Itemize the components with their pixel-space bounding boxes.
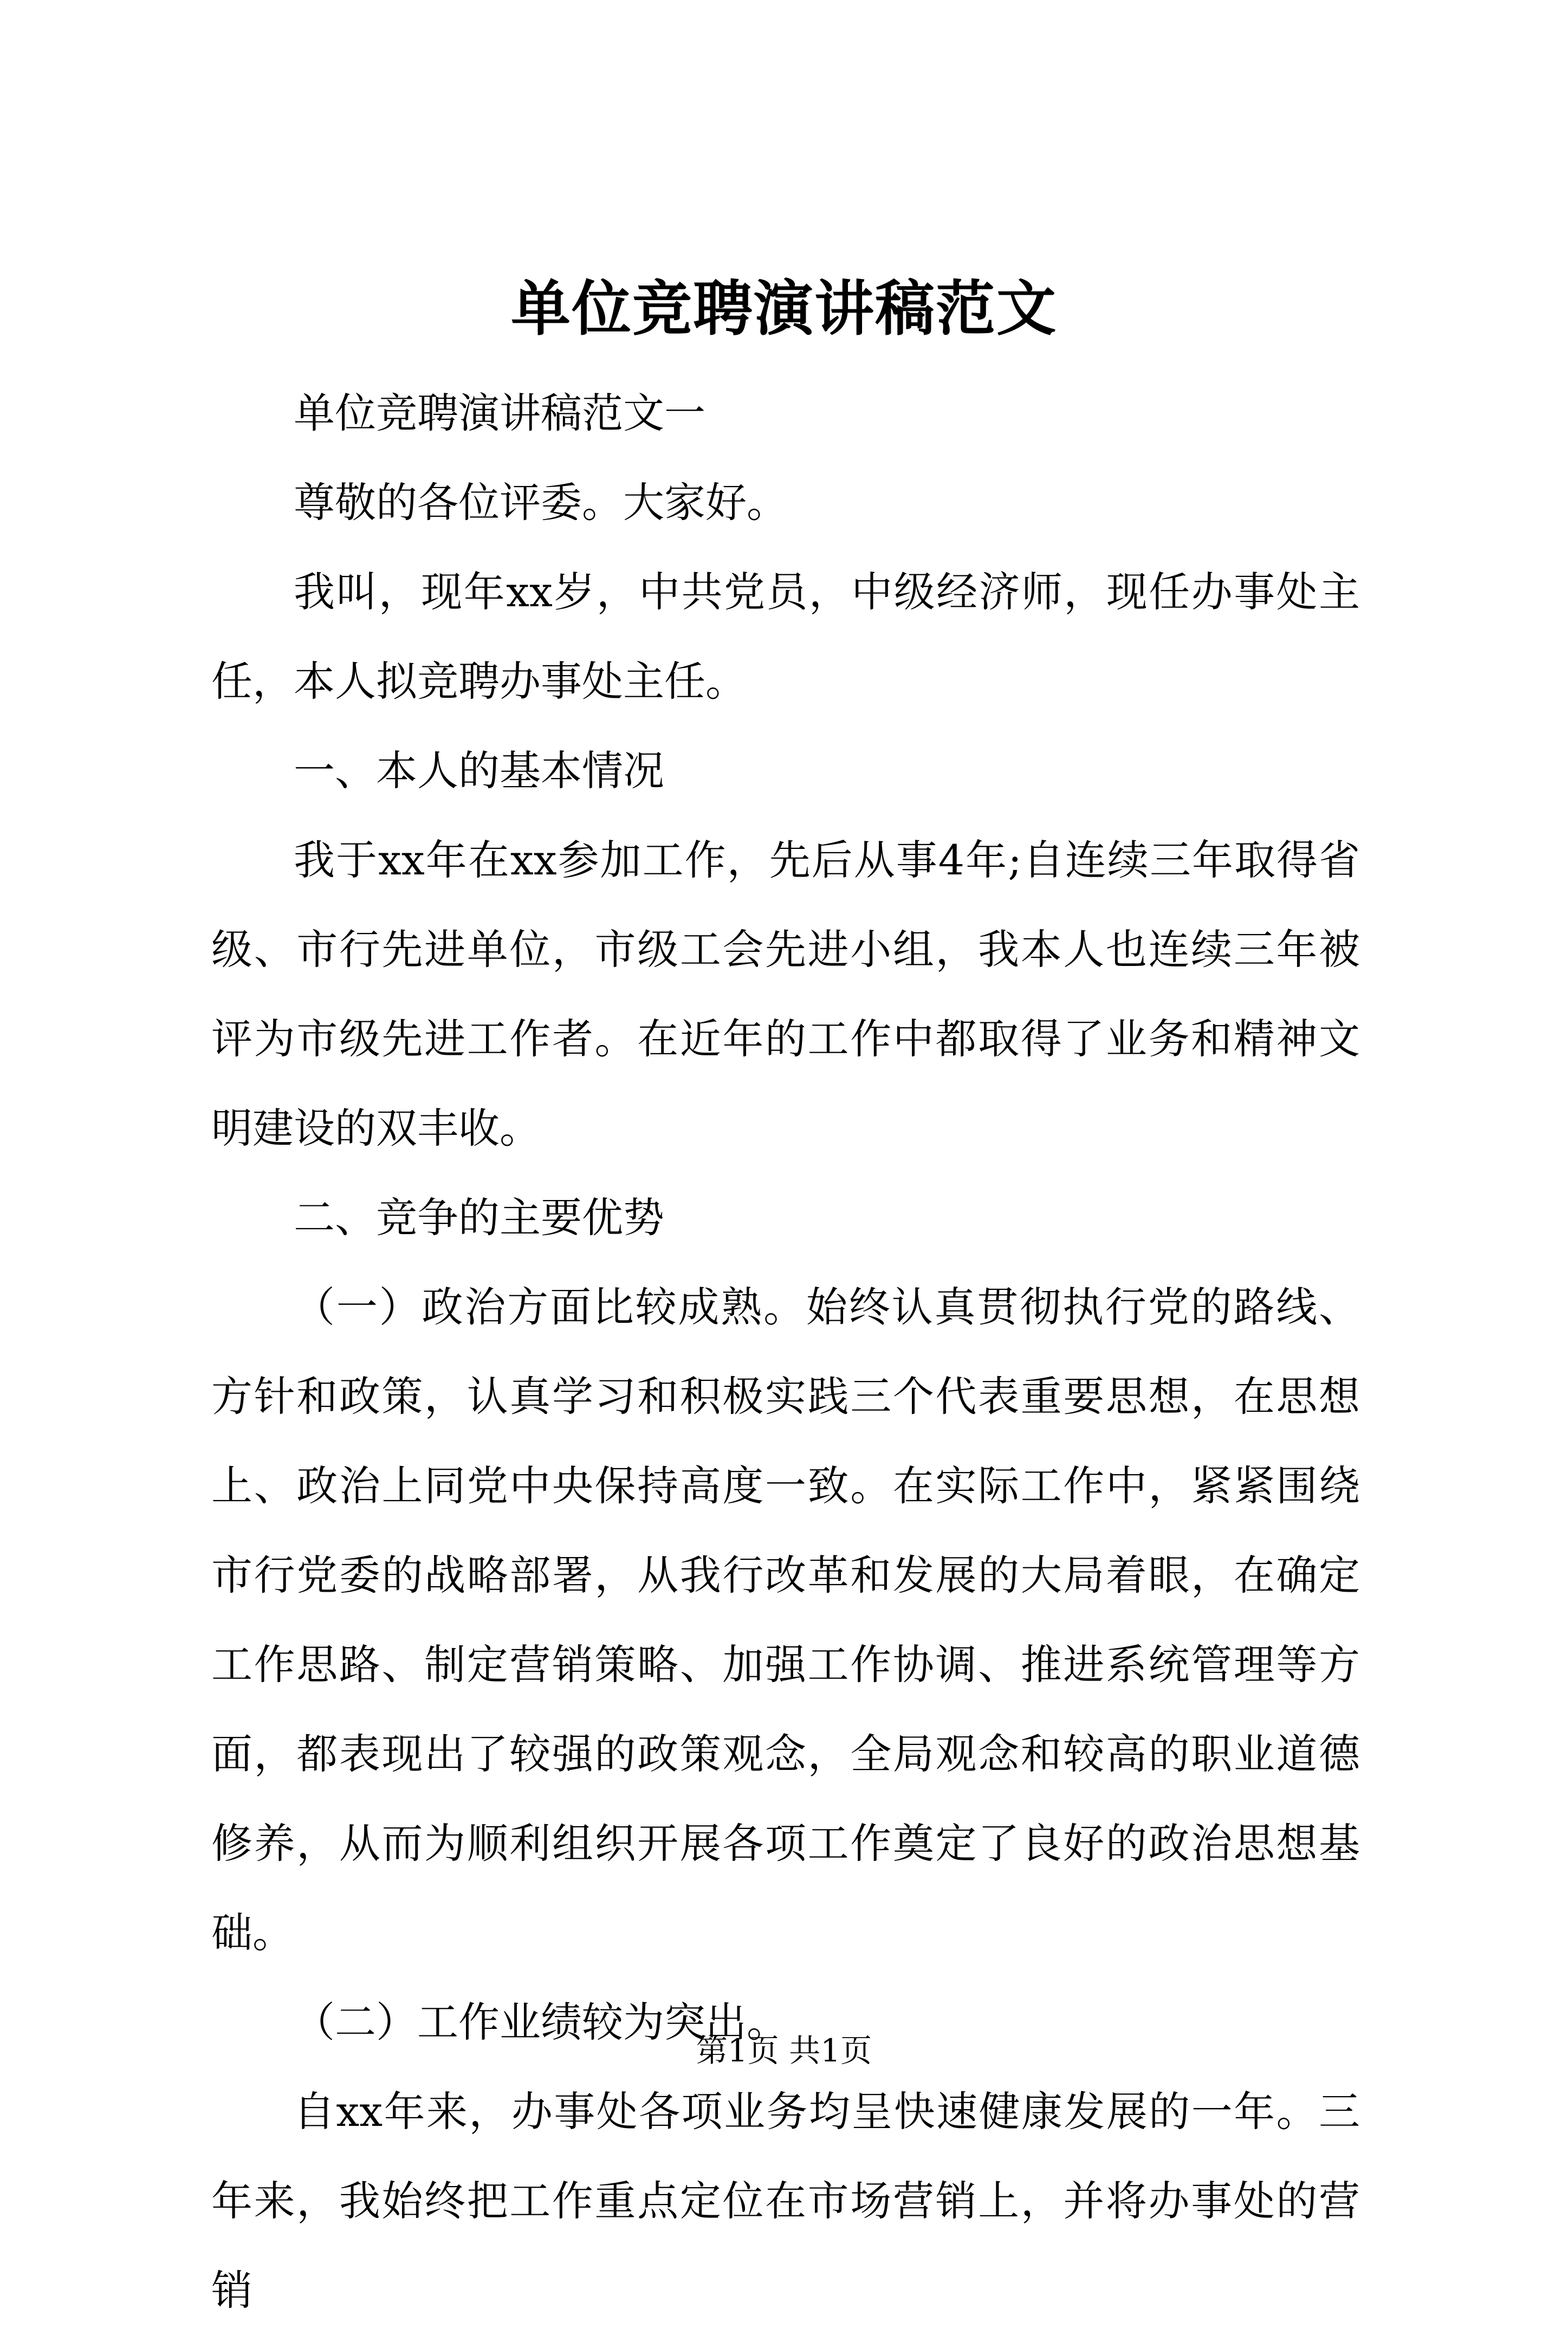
page-number-footer: 第1页 共1页: [696, 2032, 872, 2069]
paragraph-achievements: 自xx年来，办事处各项业务均呈快速健康发展的一年。三年来，我始终把工作重点定位在市场营销上，并将办事处的营销: [211, 2087, 1360, 2314]
paragraph-subtitle: 单位竞聘演讲稿范文一: [294, 389, 705, 437]
document-title: 单位竞聘演讲稿范文: [511, 274, 1057, 343]
paragraph-political: （一）政治方面比较成熟。始终认真贯彻执行党的路线、方针和政策，认真学习和积极实践三个代表重要思想，在思想上、政治上同党中央保持高度一致。在实际工作中，紧紧围绕市行党委的战略部署，从我行改革和发展的大局着眼，在确定工作思路、制定营销策略、加强工作协调、推进系统管理等方面，都表现出了较强的政策观念，全局观念和较高的职业道德修养，从而为顺利组织开展各项工作奠定了良好的政治思想基础。: [211, 1283, 1360, 1957]
paragraph-intro: 我叫，现年xx岁，中共党员，中级经济师，现任办事处主任，本人拟竞聘办事处主任。: [211, 568, 1360, 705]
section-heading-advantages: 二、竞争的主要优势: [294, 1194, 664, 1242]
paragraph-basic-info: 我于xx年在xx参加工作，先后从事4年;自连续三年取得省级、市行先进单位，市级工会先进小组，我本人也连续三年被评为市级先进工作者。在近年的工作中都取得了业务和精神文明建设的双丰收。: [211, 836, 1360, 1152]
paragraph-greeting: 尊敬的各位评委。大家好。: [294, 478, 788, 527]
paragraph-achievements-heading: （二）工作业绩较为突出。: [294, 1998, 788, 2046]
section-heading-basic-info: 一、本人的基本情况: [294, 747, 664, 795]
